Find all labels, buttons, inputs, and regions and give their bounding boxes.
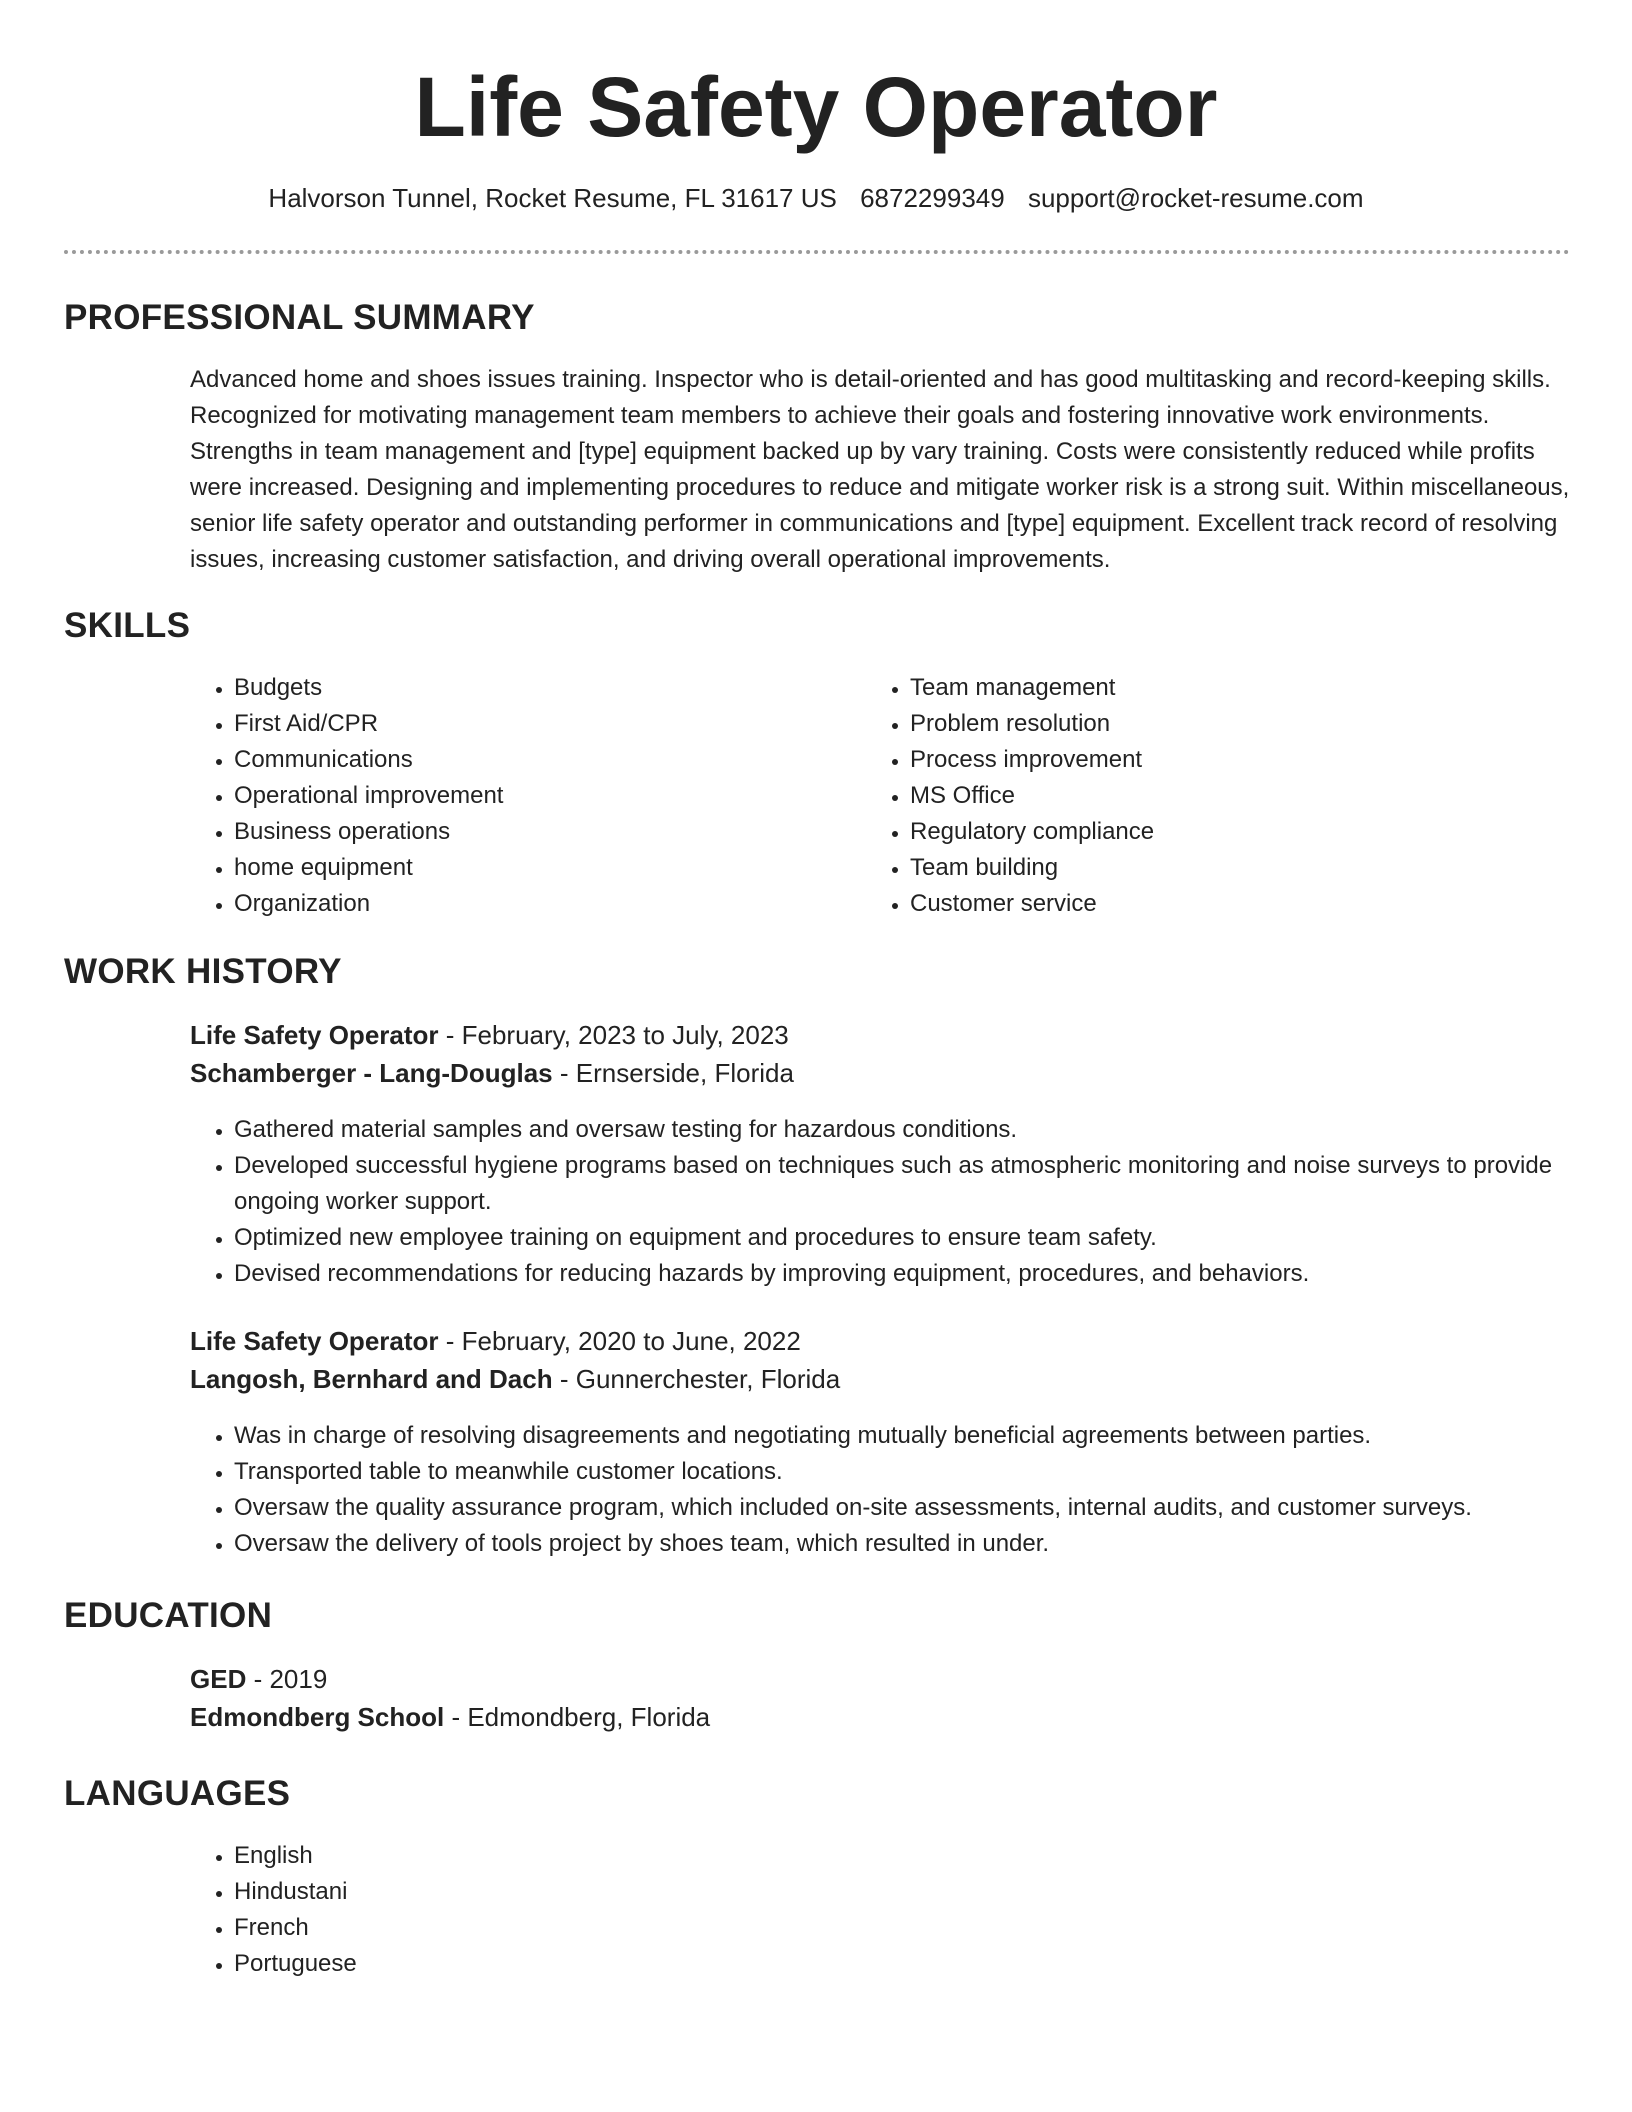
header-divider (64, 250, 1570, 254)
education-degree-line (190, 1660, 1570, 1698)
skill-item: • Organization (234, 886, 830, 922)
job-entry (190, 1016, 1570, 1092)
skill-item: • Problem resolution (910, 706, 1506, 742)
job-dates: - February, 2023 to July, 2023 (438, 1020, 789, 1050)
job-dates: - February, 2020 to June, 2022 (438, 1326, 801, 1356)
languages-heading: LANGUAGES (64, 1774, 291, 1813)
job-company-line (190, 1360, 1570, 1398)
job-bullet: • Devised recommendations for reducing hazards by improving equipment, procedures, and behaviors. (234, 1256, 1570, 1292)
job-company: Langosh, Bernhard and Dach (190, 1364, 553, 1394)
job-bullet: • Transported table to meanwhile customer locations. (234, 1454, 1570, 1490)
skill-item: • Operational improvement (234, 778, 830, 814)
job-company-line (190, 1054, 1570, 1092)
work-history-heading: WORK HISTORY (64, 952, 342, 991)
skill-item: • Team building (910, 850, 1506, 886)
contact-address: Halvorson Tunnel, Rocket Resume, FL 31617 US (268, 183, 837, 213)
education-year: - 2019 (246, 1664, 328, 1694)
languages-section (190, 1838, 1570, 1982)
contact-email: support@rocket-resume.com (1027, 183, 1364, 213)
job-bullet: • Developed successful hygiene programs based on techniques such as atmospheric monitoring and noise surveys to provide ongoing worker support. (234, 1148, 1570, 1220)
job-bullets (190, 1112, 1570, 1292)
job-bullet: • Oversaw the quality assurance program, which included on-site assessments, internal audits, and customer surveys. (234, 1490, 1570, 1526)
education-school-line (190, 1698, 1570, 1736)
job-bullets (190, 1418, 1570, 1562)
skill-item: • Communications (234, 742, 830, 778)
skill-item: • Customer service (910, 886, 1506, 922)
language-item: • French (234, 1910, 1570, 1946)
education-heading: EDUCATION (64, 1596, 273, 1635)
skills-left-column (190, 670, 830, 922)
skill-item: • MS Office (910, 778, 1506, 814)
education-entry (190, 1660, 1570, 1736)
summary-heading: PROFESSIONAL SUMMARY (64, 298, 535, 337)
skill-item: • First Aid/CPR (234, 706, 830, 742)
education-degree: GED (190, 1664, 247, 1694)
job-title-line (190, 1016, 1570, 1054)
job-bullet: • Gathered material samples and oversaw testing for hazardous conditions. (234, 1112, 1570, 1148)
job-location: - Gunnerchester, Florida (552, 1364, 841, 1394)
job-entry (190, 1322, 1570, 1398)
job-company: Schamberger - Lang-Douglas (190, 1058, 553, 1088)
skill-item: • Process improvement (910, 742, 1506, 778)
skill-item: • Business operations (234, 814, 830, 850)
education-location: - Edmondberg, Florida (444, 1702, 711, 1732)
job-location: - Ernserside, Florida (552, 1058, 794, 1088)
summary-text: Advanced home and shoes issues training. Inspector who is detail-oriented and has good multitasking and record-keeping skills. Recognized for motivating management team members to achieve their goals and fostering innovative work environments. Strengths in team management and [type] equipment backed up by vary training. Costs were consistently reduced while profits were increased. Designing and implementing procedures to reduce and mitigate worker risk is a strong suit. Within miscellaneous, senior life safety operator and outstanding performer in communications and [type] equipment. Excellent track record of resolving issues, increasing customer satisfaction, and driving overall operational improvements. (190, 366, 1570, 573)
summary-section (190, 362, 1570, 578)
contact-phone: 6872299349 (860, 183, 1005, 213)
job-bullet: • Optimized new employee training on equipment and procedures to ensure team safety. (234, 1220, 1570, 1256)
job-bullet: • Was in charge of resolving disagreements and negotiating mutually beneficial agreements between parties. (234, 1418, 1570, 1454)
skill-item: • Regulatory compliance (910, 814, 1506, 850)
skills-heading: SKILLS (64, 606, 191, 645)
resume-title: Life Safety Operator (414, 60, 1218, 154)
skill-item: • Team management (910, 670, 1506, 706)
skill-item: • Budgets (234, 670, 830, 706)
skills-right-column (866, 670, 1506, 922)
language-item: • Portuguese (234, 1946, 1570, 1982)
skill-item: • home equipment (234, 850, 830, 886)
job-title-line (190, 1322, 1570, 1360)
contact-line (0, 178, 1632, 218)
language-item: • Hindustani (234, 1874, 1570, 1910)
job-title: Life Safety Operator (190, 1020, 439, 1050)
education-school: Edmondberg School (190, 1702, 445, 1732)
language-item: • English (234, 1838, 1570, 1874)
job-bullet: • Oversaw the delivery of tools project by shoes team, which resulted in under. (234, 1526, 1570, 1562)
job-title: Life Safety Operator (190, 1326, 439, 1356)
